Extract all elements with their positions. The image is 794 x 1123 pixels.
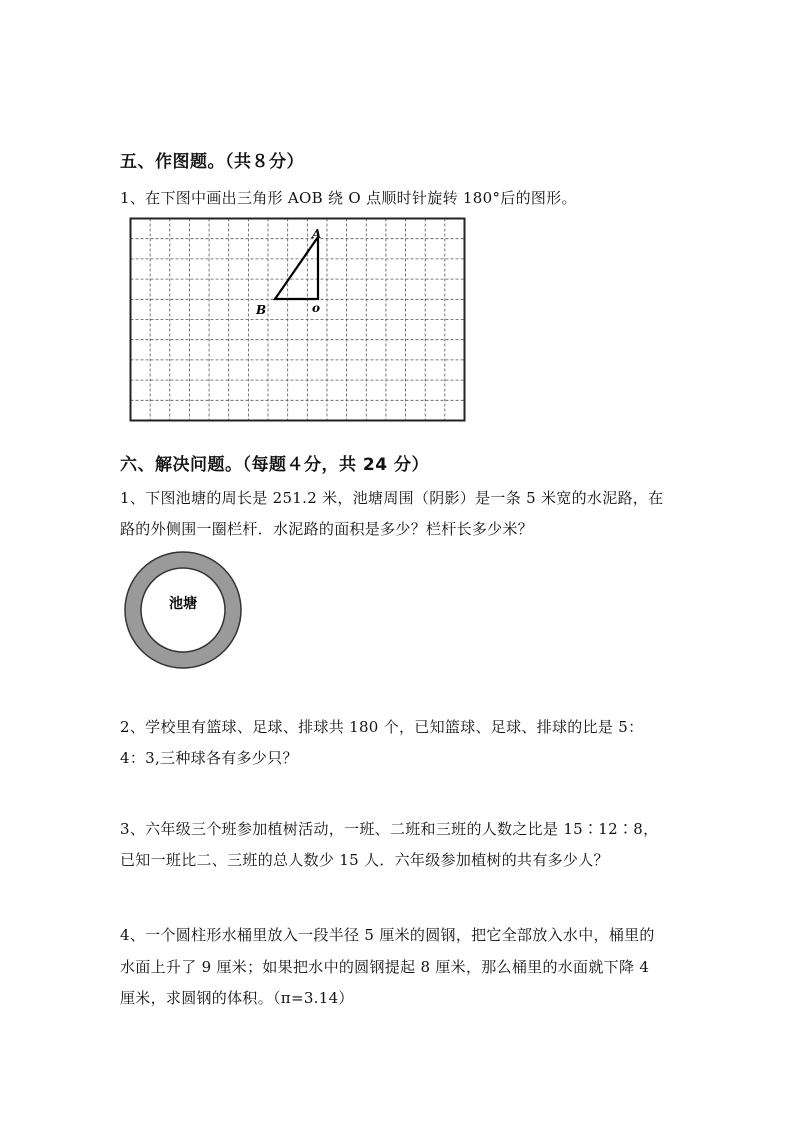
question-6-2-line2: 4：3,三种球各有多少只？ (120, 749, 298, 767)
question-6-4-line3: 厘米，求圆钢的体积。（π=3.14） (120, 989, 354, 1007)
section-5-heading: 五、作图题。（共８分） (120, 152, 304, 172)
grid-figure (128, 216, 468, 424)
pond-figure (120, 550, 246, 670)
question-6-4-line1: 4、一个圆柱形水桶里放入一段半径 5 厘米的圆钢，把它全部放入水中，桶里的 (120, 926, 655, 944)
section-6-heading: 六、解决问题。（每题４分，共 24 分） (120, 455, 429, 475)
label-b: B (256, 303, 267, 317)
question-6-4-line2: 水面上升了 9 厘米；如果把水中的圆钢提起 8 厘米，那么桶里的水面就下降 4 (120, 958, 650, 976)
grid-lines (131, 219, 465, 421)
triangle-aob (275, 237, 318, 299)
label-a: A (312, 227, 322, 241)
question-6-1-line1: 1、下图池塘的周长是 251.2 米，池塘周围（阴影）是一条 5 米宽的水泥路，在 (120, 489, 664, 507)
question-6-3-line2: 已知一班比二、三班的总人数少 15 人．六年级参加植树的共有多少人？ (120, 851, 609, 869)
question-6-1-line2: 路的外侧围一圈栏杆．水泥路的面积是多少？栏杆长多少米？ (120, 520, 534, 538)
label-o: o (312, 301, 321, 315)
question-6-2-line1: 2、学校里有篮球、足球、排球共 180 个，已知篮球、足球、排球的比是 5： (120, 718, 644, 736)
question-5-1-text: 1、在下图中画出三角形 AOB 绕 O 点顺时针旋转 180°后的图形。 (120, 189, 577, 207)
pond-label: 池塘 (169, 596, 197, 612)
question-6-3-line1: 3、六年级三个班参加植树活动，一班、二班和三班的人数之比是 15∶12∶8， (120, 820, 659, 838)
